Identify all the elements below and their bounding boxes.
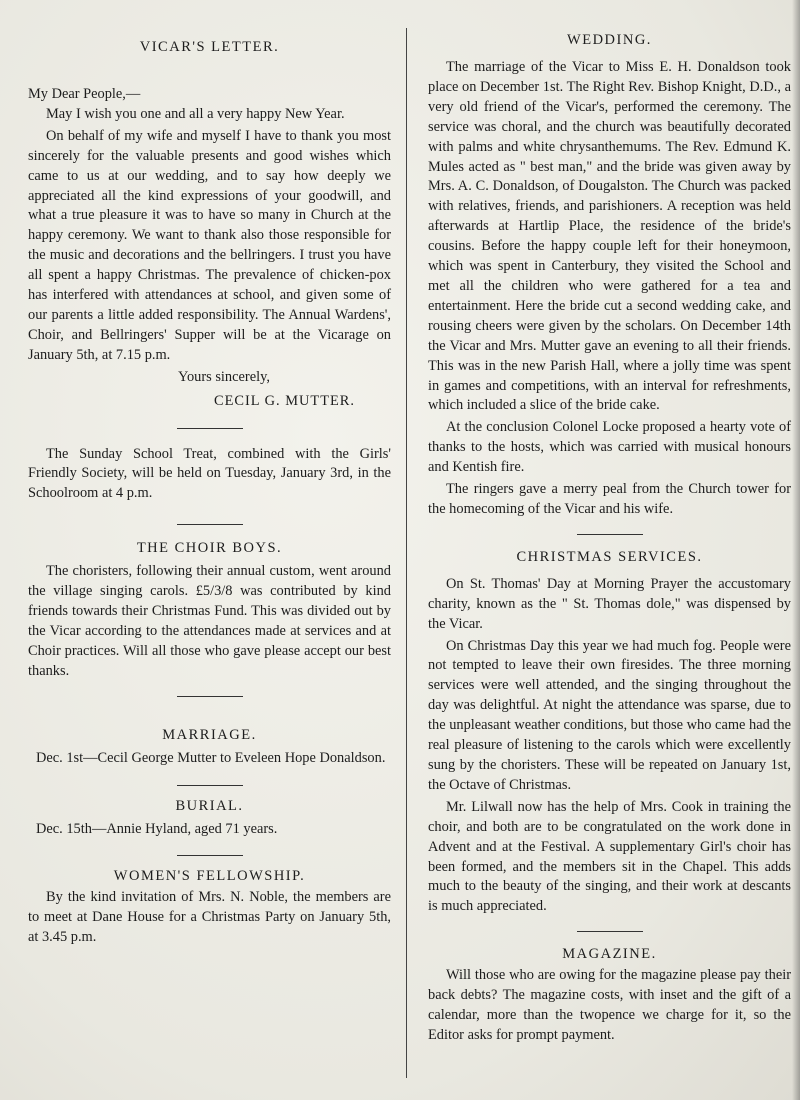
burial-entry: Dec. 15th—Annie Hyland, aged 71 years. xyxy=(36,820,278,837)
column-divider xyxy=(406,28,407,1078)
section-divider xyxy=(177,785,243,786)
section-divider xyxy=(177,524,243,525)
marriage-heading: MARRIAGE. xyxy=(162,726,257,743)
sunday-school-notice: The Sunday School Treat, combined with the Girls' Friendly Society, will be held on Tuesday, January 3rd, in the Schoolroom at 4 p.m. xyxy=(28,445,391,502)
section-divider xyxy=(177,428,243,429)
right-column xyxy=(428,30,791,1046)
christmas-paragraph-2: On Christmas Day this year we had much fog. People were not tempted to leave their own firesides. The three morning services were well attended, and the singing throughout the day was delightful. At night the attendance was sparse, due to the unpleasant weather conditions, but those who came had the real pleasure of listening to the carols which were excellently sung by the choristers. These will be repeated on January 1st, the Octave of Christmas. xyxy=(428,637,791,793)
section-divider xyxy=(577,534,643,535)
left-column xyxy=(28,30,391,948)
letter-signature: CECIL G. MUTTER. xyxy=(214,392,355,409)
magazine-paragraph: Will those who are owing for the magazine please pay their back debts? The magazine costs, with inset and the gift of a calendar, more than the twopence we charge for it, so the Editor asks for prompt payment. xyxy=(428,967,791,1043)
letter-closing: Yours sincerely, xyxy=(178,368,270,385)
wedding-paragraph-3: The ringers gave a merry peal from the Church tower for the homecoming of the Vicar and his wife. xyxy=(428,481,791,517)
wedding-paragraph-1: The marriage of the Vicar to Miss E. H. Donaldson took place on December 1st. The Right Rev. Bishop Knight, D.D., a very old friend of the Vicar's, performed the ceremony. The service was choral, and the church was beautifully decorated with palms and white chrysanthemums. The Rev. Edmund K. Mules acted as " best man," and the bride was given away by Mrs. A. C. Donaldson, of Dougalston. The Church was packed with relatives, friends, and parishioners. A reception was held afterwards at Hartlip Place, the residence of the bride's cousins. Before the happy couple left for their honeymoon, which was spent in Canterbury, they visited the School and met all the children who were gathered for a tea and entertainment. Here the bride cut a second wedding cake, and rousing cheers were given by the scholars. On December 14th the Vicar and Mrs. Mutter gave an evening to all their friends. This was in the new Parish Hall, where a jolly time was spent in games and competitions, with an interval for refreshments, which included a slice of the bride cake. xyxy=(428,59,791,414)
choir-boys-paragraph: The choristers, following their annual custom, went around the village singing carols. £5/3/8 was contributed by kind friends towards their Christmas Fund. This was divided out by the Vicar according to the attendances made at services and at Choir practices. Will all those who gave please accept our best thanks. xyxy=(28,563,391,679)
page-edge-shadow xyxy=(792,0,800,1100)
christmas-paragraph-1: On St. Thomas' Day at Morning Prayer the accustomary charity, known as the " St. Thomas dole," was dispensed by the Vicar. xyxy=(428,575,791,632)
letter-paragraph-1: May I wish you one and all a very happy New Year. xyxy=(46,105,345,122)
womens-fellowship-paragraph: By the kind invitation of Mrs. N. Noble, the members are to meet at Dane House for a Christmas Party on January 5th, at 3.45 p.m. xyxy=(28,889,391,946)
magazine-heading: MAGAZINE. xyxy=(562,946,657,963)
wedding-paragraph-2: At the conclusion Colonel Locke proposed a hearty vote of thanks to the hosts, which was carried with musical honours and Kentish fire. xyxy=(428,419,791,476)
letter-salutation: My Dear People,— xyxy=(28,86,141,102)
section-divider xyxy=(177,696,243,697)
christmas-services-heading: CHRISTMAS SERVICES. xyxy=(516,548,703,565)
marriage-entry: Dec. 1st—Cecil George Mutter to Eveleen Hope Donaldson. xyxy=(36,749,386,766)
choir-boys-heading: THE CHOIR BOYS. xyxy=(136,540,283,557)
section-divider xyxy=(577,931,643,932)
vicars-letter-heading: VICAR'S LETTER. xyxy=(139,39,280,55)
wedding-heading: WEDDING. xyxy=(567,32,652,48)
womens-fellowship-heading: WOMEN'S FELLOWSHIP. xyxy=(113,868,306,885)
section-divider xyxy=(177,855,243,856)
burial-heading: BURIAL. xyxy=(175,797,244,814)
letter-paragraph-2: On behalf of my wife and myself I have to thank you most sincerely for the valuable presents and good wishes which came to us at our wedding, and to say how deeply we appreciated all the kind expressions of your goodwill, and what a true pleasure it was to have so many in Church at the happy ceremony. We want to thank also those responsible for the music and decorations and the bellringers. I trust you have all spent a happy Christmas. The prevalence of chicken-pox has interfered with attendances at school, and given some of our parents a little added responsibility. The Annual Wardens', Choir, and Bellringers' Supper will be at the Vicarage on January 5th, at 7.15 p.m. xyxy=(28,127,391,363)
christmas-paragraph-3: Mr. Lilwall now has the help of Mrs. Cook in training the choir, and both are to be congratulated on the work done in Advent and at the Festival. A supplementary Girl's choir has been formed, and the members sit in the Chapel. This adds much to the beauty of the singing, and their work at descants is much appreciated. xyxy=(428,798,791,915)
